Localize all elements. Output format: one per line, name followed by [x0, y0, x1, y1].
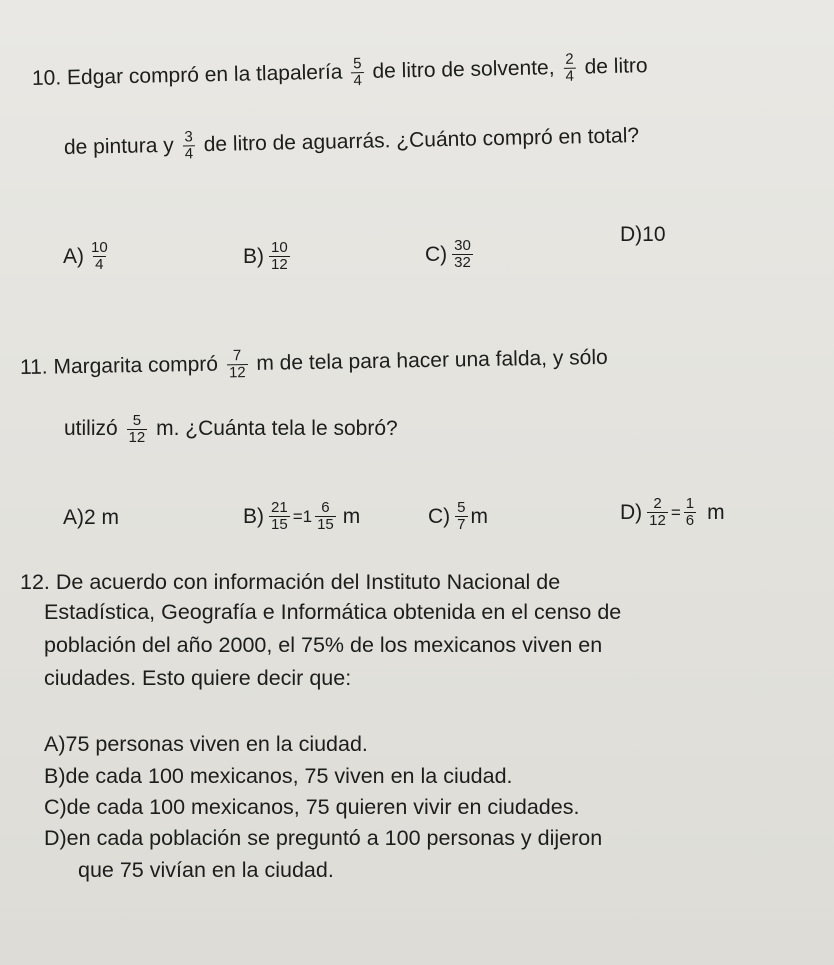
q10-fraction-2: $\frac{2}{4}$ [565, 50, 575, 85]
q10-text-5: de litro de aguarrás. ¿Cuánto compró en total? [203, 124, 640, 157]
q10-fraction-3: $\frac{3}{4}$ [184, 128, 194, 163]
q11-line-1 [20, 342, 608, 385]
q10-number: 10. [31, 66, 62, 91]
q10-fraction-1: $\frac{5}{4}$ [352, 55, 363, 90]
q10-line-2 [64, 120, 640, 165]
q11-option-a[interactable]: A)2 m [63, 506, 120, 529]
q11-text-3: utilizó [64, 417, 118, 441]
q12-line-1: 12. De acuerdo con información del Instituto Nacional de [20, 570, 561, 594]
q12-option-d[interactable]: D)en cada población se preguntó a 100 personas y dijeron [44, 826, 603, 850]
q12-option-a[interactable]: A)75 personas viven en la ciudad. [44, 732, 368, 756]
q10-text-3: de litro [584, 54, 648, 79]
q12-line-4: ciudades. Esto quiere decir que: [44, 666, 352, 690]
q11-option-d[interactable]: D) $\frac{2}{12}$ = $\frac{1}{6}$ m [620, 495, 725, 529]
q11-text-4: m. ¿Cuánta tela le sobró? [156, 417, 398, 441]
q10-option-d[interactable]: D)10 [620, 223, 666, 246]
q12-option-d-continuation: que 75 vivían en la ciudad. [78, 858, 334, 882]
q11-option-b[interactable]: B) $\frac{21}{15}$ =1 $\frac{6}{15}$ m [243, 499, 361, 533]
q10-option-c[interactable]: C) $\frac{30}{32}$ [425, 237, 471, 271]
q10-text-4: de pintura y [63, 133, 174, 160]
q11-fraction-2: $\frac{5}{12}$ [128, 412, 146, 446]
q10-text-1: Edgar compró en la tlapalería [66, 60, 343, 90]
q11-option-c[interactable]: C) $\frac{5}{7}$ m [428, 499, 489, 533]
q12-line-2: Estadística, Geografía e Informática obtenida en el censo de [44, 600, 622, 624]
q11-text-1: Margarita compró [53, 352, 219, 379]
q10-option-b[interactable]: B) $\frac{10}{12}$ [243, 239, 288, 273]
q10-text-2: de litro de solvente, [372, 56, 555, 83]
q12-line-3: población del año 2000, el 75% de los mexicanos viven en [44, 633, 603, 657]
q11-line-2 [64, 413, 398, 446]
q11-number: 11. [19, 355, 48, 380]
q10-option-a[interactable]: A) $\frac{10}{4}$ [63, 239, 108, 273]
q12-option-c[interactable]: C)de cada 100 mexicanos, 75 quieren vivir en ciudades. [44, 795, 580, 819]
q11-text-2: m de tela para hacer una falda, y sólo [256, 345, 608, 375]
q10-line-1 [32, 50, 648, 96]
q12-option-b[interactable]: B)de cada 100 mexicanos, 75 viven en la ciudad. [44, 764, 513, 788]
q11-fraction-1: $\frac{7}{12}$ [228, 347, 246, 382]
